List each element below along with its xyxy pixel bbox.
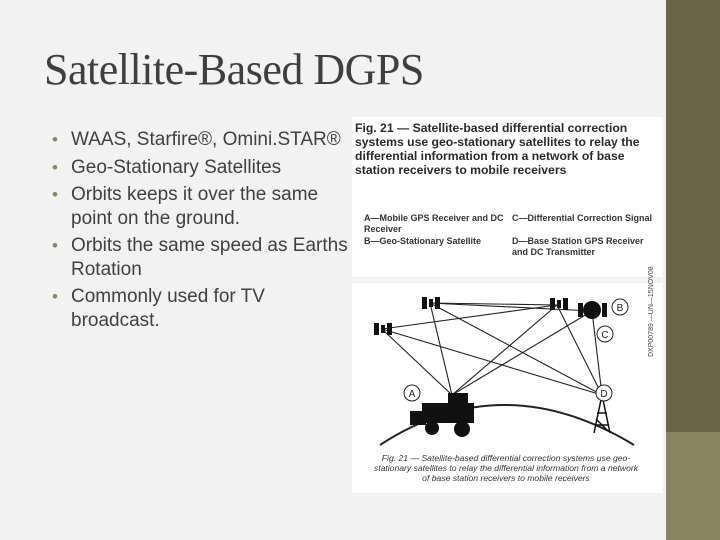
label-d: D <box>600 389 608 400</box>
bullet-text: Commonly used for TV broadcast. <box>71 286 265 331</box>
label-c-marker <box>597 326 613 342</box>
bullet-list <box>52 128 352 336</box>
bullet-text: Orbits the same speed as Earths Rotation <box>71 235 348 280</box>
bullet-dot: • <box>52 185 58 204</box>
figure-key-c: C—Differential Correction Signal <box>512 213 653 223</box>
bullet-item <box>52 285 352 332</box>
figure-key-a: A—Mobile GPS Receiver and DC Receiver <box>364 213 504 234</box>
figure-heading: Fig. 21 — Satellite-based differential correction systems use geo-stationary satellites to relay the differential information from a network of base station receivers to mobile receivers <box>355 121 640 177</box>
side-bar-accent <box>666 432 720 540</box>
label-a-marker <box>404 385 420 401</box>
figure-key-d: D—Base Station GPS Receiver and DC Transmitter <box>512 236 644 257</box>
figure-diagram-panel <box>352 266 663 493</box>
bullet-dot: • <box>52 130 58 149</box>
label-b: B <box>616 303 624 314</box>
figure-heading-panel <box>352 117 663 277</box>
bullet-dot: • <box>52 157 58 177</box>
label-b-marker <box>612 299 628 315</box>
label-d-marker <box>596 385 612 401</box>
bullet-item <box>52 128 352 152</box>
tractor-icon <box>410 393 474 437</box>
figure-code: DXP00789 —UN—15NOV08 <box>648 266 655 357</box>
bullet-item <box>52 156 352 180</box>
geo-stationary-satellite-icon <box>578 301 607 319</box>
gps-satellite-icon <box>374 323 392 335</box>
slide-title: Satellite-Based DGPS <box>44 45 424 94</box>
bullet-dot: • <box>52 236 58 255</box>
bullet-item <box>52 234 352 281</box>
figure-key-b: B—Geo-Stationary Satellite <box>364 236 482 246</box>
bullet-text: WAAS, Starfire®, Omini.STAR® <box>71 129 341 150</box>
figure-caption: Fig. 21 — Satellite-based differential correction systems use geo-stationary satellites to relay the differential information from a network of base station receivers to mobile receivers <box>373 453 639 484</box>
bullet-dot: • <box>52 287 58 306</box>
label-a: A <box>408 389 416 400</box>
label-c: C <box>601 330 609 341</box>
bullet-text: Geo-Stationary Satellites <box>71 156 282 178</box>
bullet-item <box>52 183 352 230</box>
bullet-text: Orbits keeps it over the same point on the ground. <box>71 184 319 229</box>
signal-lines <box>382 303 602 395</box>
